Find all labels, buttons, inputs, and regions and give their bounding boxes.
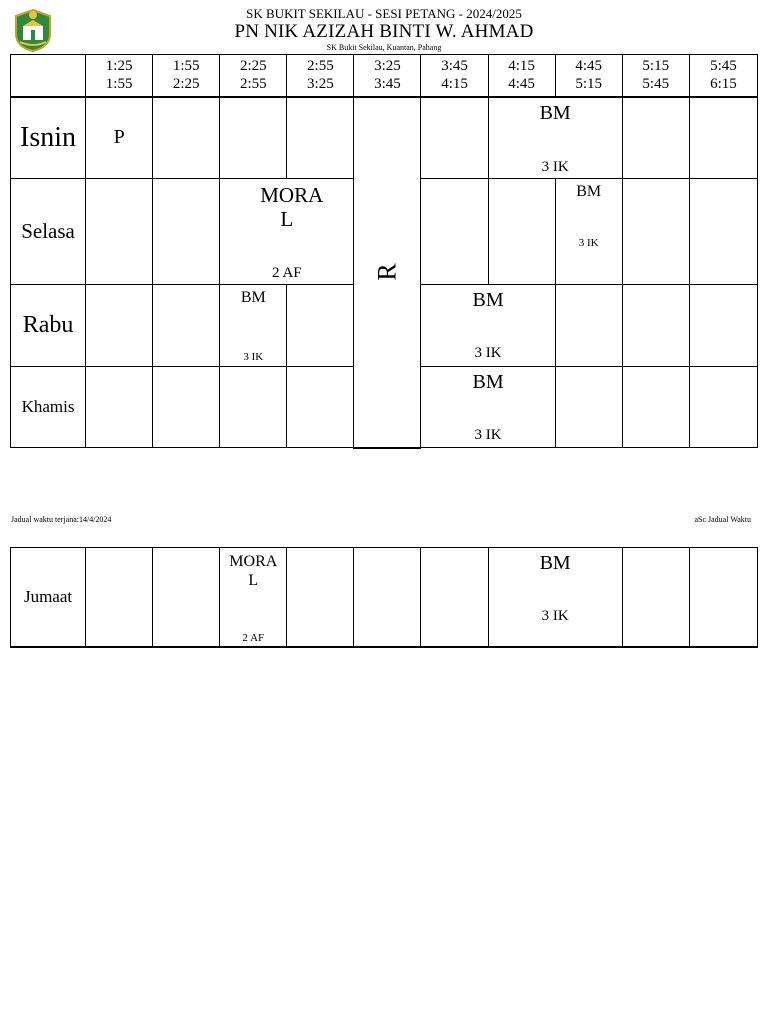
day-row-jumaat — [11, 548, 758, 647]
empty-cell — [488, 179, 555, 285]
empty-cell — [555, 285, 622, 367]
period-header — [555, 55, 622, 97]
empty-cell — [220, 367, 287, 448]
empty-cell — [421, 179, 488, 285]
empty-cell — [689, 285, 757, 367]
period-end: 2:25 — [172, 76, 200, 93]
period-end: 5:45 — [642, 76, 670, 93]
period-header — [86, 55, 153, 97]
period-start: 4:45 — [575, 58, 603, 75]
lesson-cell — [86, 97, 153, 179]
period-header — [220, 55, 287, 97]
lesson-cell — [488, 548, 622, 647]
empty-cell — [153, 367, 220, 448]
empty-cell — [689, 97, 757, 179]
day-label-rabu: Rabu — [11, 285, 86, 367]
teacher-name: PN NIK AZIZAH BINTI W. AHMAD — [234, 21, 534, 42]
empty-cell — [689, 548, 757, 647]
lesson-cell — [220, 548, 287, 647]
period-end: 4:15 — [441, 76, 468, 93]
empty-cell — [354, 548, 421, 647]
lesson-subject: BM — [539, 101, 571, 124]
period-header — [354, 55, 421, 97]
lesson-subject: BM — [240, 289, 266, 306]
lesson-subject: BM — [472, 371, 504, 393]
page-header — [0, 0, 768, 54]
empty-cell — [421, 97, 488, 179]
lesson-class: 2 AF — [272, 265, 302, 281]
period-end: 2:55 — [239, 76, 267, 93]
empty-cell — [220, 97, 287, 179]
software-credit: aSc Jadual Waktu — [694, 515, 751, 524]
empty-cell — [287, 285, 354, 367]
lesson-class: 2 AF — [242, 631, 265, 644]
period-header — [689, 55, 757, 97]
empty-cell — [689, 179, 757, 285]
lesson-class: 3 IK — [474, 427, 502, 443]
school-session-title: SK BUKIT SEKILAU - SESI PETANG - 2024/2025 — [246, 6, 522, 21]
period-header — [153, 55, 220, 97]
lesson-cell — [220, 179, 354, 285]
period-start: 3:45 — [441, 58, 468, 75]
period-header — [421, 55, 488, 97]
rehat-label: R — [372, 263, 402, 281]
period-end: 6:15 — [710, 76, 737, 93]
empty-cell — [689, 367, 757, 448]
period-end: 3:45 — [374, 76, 401, 93]
period-end: 1:55 — [105, 76, 133, 93]
period-start: 5:45 — [710, 58, 737, 75]
empty-cell — [622, 548, 689, 647]
period-start: 3:25 — [374, 58, 401, 75]
timetable-friday — [10, 547, 758, 648]
lesson-subject: BM — [576, 183, 602, 200]
lesson-class: 3 IK — [243, 351, 264, 363]
day-label-isnin: Isnin — [11, 97, 86, 179]
period-start: 5:15 — [642, 58, 670, 75]
empty-cell — [555, 367, 622, 448]
day-row-isnin — [11, 97, 758, 179]
lesson-subject: MORA L — [229, 553, 278, 589]
generated-date: Jadual waktu terjana:14/4/2024 — [11, 515, 112, 524]
day-label-jumaat: Jumaat — [11, 548, 86, 647]
empty-cell — [287, 97, 354, 179]
day-label-khamis: Khamis — [11, 367, 86, 448]
school-location: SK Bukit Sekilau, Kuantan, Pahang — [326, 43, 442, 52]
empty-cell — [153, 285, 220, 367]
period-header — [622, 55, 689, 97]
lesson-subject: MORA L — [260, 183, 324, 231]
empty-cell — [622, 97, 689, 179]
lesson-cell — [488, 97, 622, 179]
lesson-cell — [220, 285, 287, 367]
empty-cell — [86, 285, 153, 367]
rehat-cell — [354, 97, 421, 448]
empty-cell — [622, 179, 689, 285]
empty-cell — [86, 179, 153, 285]
empty-cell — [153, 179, 220, 285]
period-start: 1:25 — [105, 58, 133, 75]
lesson-class: 3 IK — [541, 608, 569, 624]
lesson-subject: P — [113, 126, 125, 149]
period-start: 1:55 — [172, 58, 200, 75]
empty-cell — [622, 285, 689, 367]
day-label-selasa: Selasa — [11, 179, 86, 285]
empty-cell — [421, 548, 488, 647]
lesson-cell — [421, 285, 555, 367]
lesson-class: 3 IK — [578, 237, 599, 249]
period-end: 5:15 — [575, 76, 603, 93]
corner-cell — [11, 55, 86, 97]
lesson-cell — [555, 179, 622, 285]
lesson-cell — [421, 367, 555, 448]
lesson-class: 3 IK — [474, 345, 502, 361]
period-header-row — [11, 55, 758, 97]
lesson-subject: BM — [539, 552, 571, 574]
empty-cell — [86, 548, 153, 647]
period-header — [488, 55, 555, 97]
period-header — [287, 55, 354, 97]
period-start: 2:25 — [239, 58, 267, 75]
empty-cell — [86, 367, 153, 448]
period-start: 2:55 — [307, 58, 334, 75]
lesson-subject: BM — [472, 289, 504, 311]
timetable-main — [10, 54, 758, 449]
empty-cell — [287, 367, 354, 448]
empty-cell — [622, 367, 689, 448]
lesson-class: 3 IK — [541, 159, 569, 175]
empty-cell — [153, 97, 220, 179]
empty-cell — [287, 548, 354, 647]
period-end: 3:25 — [307, 76, 334, 93]
empty-cell — [153, 548, 220, 647]
period-start: 4:15 — [508, 58, 535, 75]
period-end: 4:45 — [508, 76, 535, 93]
